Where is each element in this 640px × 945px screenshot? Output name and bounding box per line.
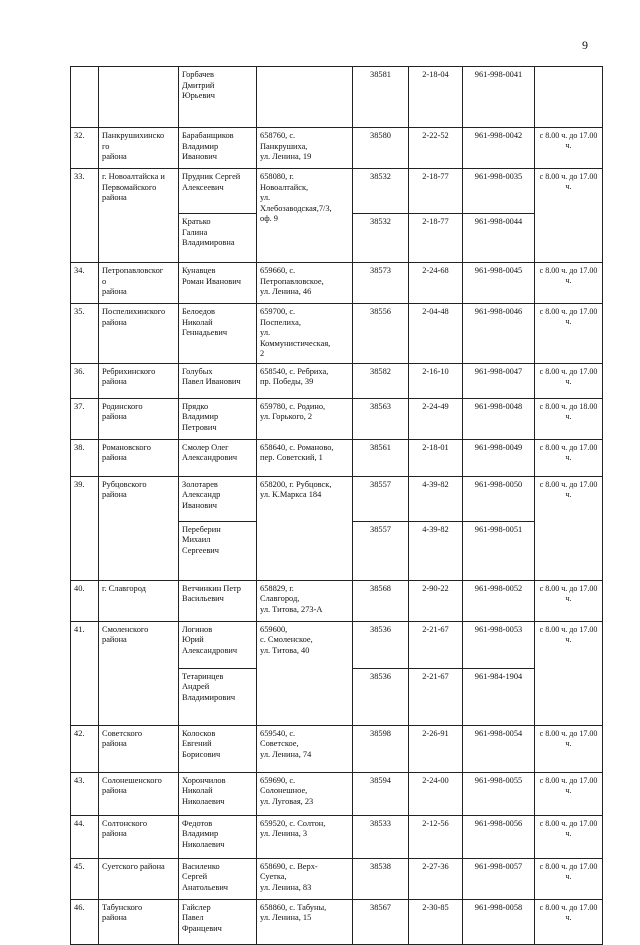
head-name-cell-line: Прядко bbox=[182, 401, 209, 411]
phone-cell: 2-18-77 bbox=[409, 214, 463, 263]
phone-cell: 2-21-67 bbox=[409, 621, 463, 668]
table-row bbox=[71, 363, 603, 398]
head-name-cell-line: Геннадьевич bbox=[182, 328, 228, 337]
district-cell-line: Панкрушихинско bbox=[102, 131, 165, 140]
head-name-cell-line: Сергеевич bbox=[182, 545, 220, 555]
address-cell-line: Солонешное, bbox=[260, 786, 308, 795]
address-cell bbox=[257, 858, 353, 899]
address-cell-line: 659780, с. Родино, bbox=[260, 401, 326, 411]
address-cell bbox=[257, 621, 353, 725]
address-cell-line: 658760, с. bbox=[260, 131, 296, 140]
head-name-cell-line: Смолер Олег bbox=[182, 442, 229, 452]
address-cell-line: 658640, с. Романово, bbox=[260, 442, 334, 452]
address-cell bbox=[257, 580, 353, 621]
district-cell bbox=[99, 621, 179, 725]
phone-cell: 2-24-68 bbox=[409, 263, 463, 304]
head-name-cell bbox=[179, 725, 257, 772]
table-row bbox=[71, 580, 603, 621]
address-cell-line: 658200, г. Рубцовск, bbox=[260, 479, 332, 489]
row-number: 44. bbox=[71, 815, 99, 858]
district-cell-line: о bbox=[102, 276, 107, 286]
area-code-cell: 38580 bbox=[353, 128, 409, 169]
area-code-cell: 38573 bbox=[353, 263, 409, 304]
area-code-cell: 38582 bbox=[353, 363, 409, 398]
address-cell-line: ул. Ленина, 46 bbox=[260, 287, 312, 296]
district-cell-line: Советского bbox=[102, 728, 143, 738]
mobile-cell: 961-998-0056 bbox=[463, 815, 535, 858]
area-code-cell: 38598 bbox=[353, 725, 409, 772]
address-cell bbox=[257, 815, 353, 858]
head-name-cell-line: Алексеевич bbox=[182, 182, 224, 192]
mobile-cell: 961-998-0041 bbox=[463, 67, 535, 128]
head-name-cell-line: Горбачев bbox=[182, 70, 215, 79]
table-row bbox=[71, 128, 603, 169]
address-cell-line: Хлебозаводская,7/3, bbox=[260, 203, 332, 213]
address-cell bbox=[257, 439, 353, 476]
address-cell-line: 658540, с. Ребриха, bbox=[260, 366, 329, 376]
hours-cell: с 8.00 ч. до 18.00 ч. bbox=[535, 398, 603, 439]
head-name-cell bbox=[179, 521, 257, 580]
address-cell-line: оф. 9 bbox=[260, 214, 278, 223]
head-name-cell-line: Хорончилов bbox=[182, 775, 226, 785]
mobile-cell: 961-998-0045 bbox=[463, 263, 535, 304]
mobile-cell: 961-998-0051 bbox=[463, 521, 535, 580]
district-cell-line: района bbox=[102, 317, 127, 327]
head-name-cell-line: Прудник Сергей bbox=[182, 172, 241, 181]
district-cell bbox=[99, 439, 179, 476]
head-name-cell-line: Владимир bbox=[182, 412, 219, 421]
address-cell bbox=[257, 304, 353, 364]
row-number: 45. bbox=[71, 858, 99, 899]
district-cell bbox=[99, 304, 179, 364]
head-name-cell-line: Владимирович bbox=[182, 692, 236, 702]
address-cell bbox=[257, 128, 353, 169]
head-name-cell-line: Сергей bbox=[182, 872, 208, 881]
head-name-cell-line: Николай bbox=[182, 786, 213, 795]
head-name-cell-line: Владимир bbox=[182, 141, 219, 151]
head-name-cell-line: Юрий bbox=[182, 635, 204, 644]
mobile-cell: 961-998-0057 bbox=[463, 858, 535, 899]
address-cell-line: 658860, с. Табуны, bbox=[260, 902, 327, 912]
phone-cell: 4-39-82 bbox=[409, 476, 463, 521]
district-cell-line: Родинского bbox=[102, 401, 143, 411]
phone-cell: 2-04-48 bbox=[409, 304, 463, 364]
head-name-cell-line: Борисович bbox=[182, 749, 221, 759]
address-cell bbox=[257, 398, 353, 439]
district-cell-line: го bbox=[102, 141, 110, 151]
district-cell-line: района bbox=[102, 739, 127, 748]
head-name-cell-line: Николай bbox=[182, 317, 213, 327]
table-row bbox=[71, 263, 603, 304]
hours-cell: с 8.00 ч. до 17.00 ч. bbox=[535, 263, 603, 304]
row-number: 41. bbox=[71, 621, 99, 725]
head-name-cell-line: Золотарев bbox=[182, 479, 218, 489]
table-row bbox=[71, 815, 603, 858]
head-name-cell-line: Кратько bbox=[182, 217, 211, 226]
table-row bbox=[71, 772, 603, 815]
area-code-cell: 38581 bbox=[353, 67, 409, 128]
table-row bbox=[71, 398, 603, 439]
district-cell bbox=[99, 815, 179, 858]
head-name-cell bbox=[179, 67, 257, 128]
address-cell-line: ул. Титова, 40 bbox=[260, 645, 310, 655]
district-cell-line: Поспелихинского bbox=[102, 307, 166, 316]
mobile-cell: 961-998-0049 bbox=[463, 439, 535, 476]
address-cell-line: с. Смоленское, bbox=[260, 635, 313, 644]
address-cell-line: Петропавловское, bbox=[260, 276, 324, 286]
district-cell-line: района bbox=[102, 490, 127, 499]
address-cell bbox=[257, 899, 353, 944]
address-cell-line: 658690, с. Верх- bbox=[260, 861, 318, 871]
area-code-cell: 38536 bbox=[353, 621, 409, 668]
head-name-cell-line: Белоедов bbox=[182, 307, 216, 316]
mobile-cell: 961-998-0046 bbox=[463, 304, 535, 364]
head-name-cell bbox=[179, 815, 257, 858]
phone-cell: 2-27-36 bbox=[409, 858, 463, 899]
head-name-cell-line: Александрович bbox=[182, 645, 238, 655]
address-cell bbox=[257, 263, 353, 304]
address-cell-line: ул. К.Маркса 184 bbox=[260, 490, 322, 499]
mobile-cell: 961-984-1904 bbox=[463, 668, 535, 725]
head-name-cell bbox=[179, 621, 257, 668]
district-cell-line: Первомайского bbox=[102, 182, 157, 192]
mobile-cell: 961-998-0035 bbox=[463, 169, 535, 214]
head-name-cell-line: Николаевич bbox=[182, 796, 225, 806]
address-cell-line: 659700, с. bbox=[260, 307, 296, 316]
head-name-cell-line: Павел bbox=[182, 913, 204, 922]
table-body bbox=[71, 67, 603, 945]
row-number: 32. bbox=[71, 128, 99, 169]
hours-cell: с 8.00 ч. до 17.00 ч. bbox=[535, 725, 603, 772]
phone-cell: 2-24-00 bbox=[409, 772, 463, 815]
district-cell-line: района bbox=[102, 829, 127, 838]
address-cell-line: ул. Ленина, 19 bbox=[260, 152, 312, 161]
address-cell-line: ул. Ленина, 3 bbox=[260, 829, 308, 838]
district-cell-line: Петропавловског bbox=[102, 266, 164, 275]
address-cell-line: 659540, с. bbox=[260, 728, 296, 738]
head-name-cell-line: Францевич bbox=[182, 923, 222, 933]
table-row bbox=[71, 169, 603, 214]
head-name-cell-line: Федотов bbox=[182, 818, 213, 828]
hours-cell: с 8.00 ч. до 17.00 ч. bbox=[535, 899, 603, 944]
district-cell-line: района bbox=[102, 193, 127, 202]
address-cell-line: ул. Ленина, 74 bbox=[260, 749, 312, 759]
row-number: 46. bbox=[71, 899, 99, 944]
address-cell-line: Славгород, bbox=[260, 594, 300, 603]
head-name-cell-line: Кунавцев bbox=[182, 266, 216, 275]
address-cell-line: 659520, с. Солтон, bbox=[260, 818, 326, 828]
head-name-cell-line: Голубых bbox=[182, 366, 213, 376]
mobile-cell: 961-998-0044 bbox=[463, 214, 535, 263]
address-cell-line: пер. Советский, 1 bbox=[260, 453, 323, 462]
head-name-cell-line: Барабанщиков bbox=[182, 131, 234, 140]
head-name-cell-line: Юрьевич bbox=[182, 91, 215, 100]
hours-cell: с 8.00 ч. до 17.00 ч. bbox=[535, 580, 603, 621]
address-cell-line: 659600, bbox=[260, 624, 288, 634]
district-cell bbox=[99, 858, 179, 899]
row-number: 37. bbox=[71, 398, 99, 439]
mobile-cell: 961-998-0042 bbox=[463, 128, 535, 169]
row-number: 40. bbox=[71, 580, 99, 621]
mobile-cell: 961-998-0048 bbox=[463, 398, 535, 439]
area-code-cell: 38538 bbox=[353, 858, 409, 899]
district-cell-line: г. Славгород bbox=[102, 583, 146, 593]
hours-cell bbox=[535, 67, 603, 128]
district-cell bbox=[99, 263, 179, 304]
head-name-cell bbox=[179, 899, 257, 944]
mobile-cell: 961-998-0047 bbox=[463, 363, 535, 398]
area-code-cell: 38556 bbox=[353, 304, 409, 364]
phone-cell: 2-18-77 bbox=[409, 169, 463, 214]
district-cell bbox=[99, 580, 179, 621]
mobile-cell: 961-998-0052 bbox=[463, 580, 535, 621]
area-code-cell: 38536 bbox=[353, 668, 409, 725]
phone-cell: 4-39-82 bbox=[409, 521, 463, 580]
head-name-cell-line: Роман Иванович bbox=[182, 276, 241, 286]
row-number: 34. bbox=[71, 263, 99, 304]
district-cell-line: Табунского bbox=[102, 902, 143, 912]
district-cell bbox=[99, 772, 179, 815]
hours-cell: с 8.00 ч. до 17.00 ч. bbox=[535, 815, 603, 858]
address-cell-line: ул. Ленина, 15 bbox=[260, 913, 312, 922]
area-code-cell: 38557 bbox=[353, 521, 409, 580]
address-cell-line: ул. Горького, 2 bbox=[260, 412, 313, 421]
phone-cell: 2-30-85 bbox=[409, 899, 463, 944]
address-cell-line: Панкрушиха, bbox=[260, 141, 308, 151]
address-cell-line: 658829, г. bbox=[260, 583, 294, 593]
table-row bbox=[71, 858, 603, 899]
hours-cell: с 8.00 ч. до 17.00 ч. bbox=[535, 439, 603, 476]
hours-cell: с 8.00 ч. до 17.00 ч. bbox=[535, 621, 603, 725]
address-cell bbox=[257, 169, 353, 263]
head-name-cell-line: Анатольевич bbox=[182, 882, 229, 892]
district-cell-line: Суетского района bbox=[102, 861, 165, 871]
head-name-cell bbox=[179, 169, 257, 214]
head-name-cell-line: Петрович bbox=[182, 422, 217, 432]
hours-cell: с 8.00 ч. до 17.00 ч. bbox=[535, 772, 603, 815]
district-cell bbox=[99, 899, 179, 944]
address-cell-line: ул. bbox=[260, 328, 271, 337]
address-cell-line: ул. bbox=[260, 193, 271, 202]
address-cell-line: 658080, г. bbox=[260, 172, 294, 181]
area-code-cell: 38563 bbox=[353, 398, 409, 439]
district-cell bbox=[99, 169, 179, 263]
head-name-cell-line: Александрович bbox=[182, 453, 238, 462]
address-cell-line: Суетка, bbox=[260, 872, 287, 881]
head-name-cell bbox=[179, 476, 257, 521]
head-name-cell bbox=[179, 363, 257, 398]
contacts-table bbox=[70, 66, 603, 945]
address-cell bbox=[257, 772, 353, 815]
mobile-cell: 961-998-0055 bbox=[463, 772, 535, 815]
address-cell-line: ул. Луговая, 23 bbox=[260, 796, 314, 806]
table-row bbox=[71, 67, 603, 128]
address-cell-line: ул. Ленина, 83 bbox=[260, 882, 312, 892]
mobile-cell: 961-998-0054 bbox=[463, 725, 535, 772]
district-cell-line: Смоленского bbox=[102, 624, 149, 634]
district-cell-line: района bbox=[102, 913, 127, 922]
hours-cell: с 8.00 ч. до 17.00 ч. bbox=[535, 128, 603, 169]
head-name-cell-line: Николаевич bbox=[182, 839, 225, 849]
head-name-cell bbox=[179, 580, 257, 621]
head-name-cell-line: Галина bbox=[182, 227, 208, 237]
area-code-cell: 38557 bbox=[353, 476, 409, 521]
phone-cell: 2-18-04 bbox=[409, 67, 463, 128]
district-cell bbox=[99, 128, 179, 169]
head-name-cell bbox=[179, 304, 257, 364]
row-number: 38. bbox=[71, 439, 99, 476]
head-name-cell-line: Тетаринцев bbox=[182, 671, 224, 681]
phone-cell: 2-24-49 bbox=[409, 398, 463, 439]
head-name-cell bbox=[179, 668, 257, 725]
address-cell bbox=[257, 67, 353, 128]
head-name-cell-line: Васильевич bbox=[182, 594, 224, 603]
address-cell-line: ул. Титова, 273-А bbox=[260, 604, 323, 614]
phone-cell: 2-21-67 bbox=[409, 668, 463, 725]
table-row bbox=[71, 439, 603, 476]
head-name-cell-line: Ветчинкин Петр bbox=[182, 583, 241, 593]
district-cell-line: Романовского bbox=[102, 442, 151, 452]
phone-cell: 2-18-01 bbox=[409, 439, 463, 476]
head-name-cell-line: Гайслер bbox=[182, 902, 211, 912]
area-code-cell: 38533 bbox=[353, 815, 409, 858]
area-code-cell: 38561 bbox=[353, 439, 409, 476]
head-name-cell bbox=[179, 398, 257, 439]
head-name-cell-line: Василенко bbox=[182, 861, 220, 871]
address-cell-line: 2 bbox=[260, 349, 265, 358]
address-cell bbox=[257, 476, 353, 580]
address-cell-line: Коммунистическая, bbox=[260, 338, 331, 348]
head-name-cell-line: Колосков bbox=[182, 728, 216, 738]
row-number: 35. bbox=[71, 304, 99, 364]
phone-cell: 2-22-52 bbox=[409, 128, 463, 169]
row-number: 43. bbox=[71, 772, 99, 815]
table-row bbox=[71, 725, 603, 772]
district-cell bbox=[99, 725, 179, 772]
address-cell-line: Новоалтайск, bbox=[260, 182, 309, 192]
district-cell-line: района bbox=[102, 453, 127, 462]
area-code-cell: 38568 bbox=[353, 580, 409, 621]
row-number bbox=[71, 67, 99, 128]
head-name-cell bbox=[179, 439, 257, 476]
row-number: 39. bbox=[71, 476, 99, 580]
district-cell-line: района bbox=[102, 786, 127, 795]
hours-cell: с 8.00 ч. до 17.00 ч. bbox=[535, 476, 603, 580]
address-cell-line: Поспелиха, bbox=[260, 317, 301, 327]
phone-cell: 2-12-56 bbox=[409, 815, 463, 858]
table-row bbox=[71, 304, 603, 364]
phone-cell: 2-16-10 bbox=[409, 363, 463, 398]
table-row bbox=[71, 621, 603, 668]
area-code-cell: 38594 bbox=[353, 772, 409, 815]
head-name-cell bbox=[179, 128, 257, 169]
address-cell bbox=[257, 725, 353, 772]
area-code-cell: 38532 bbox=[353, 169, 409, 214]
district-cell-line: Солонешенского bbox=[102, 775, 162, 785]
district-cell-line: района bbox=[102, 412, 127, 421]
district-cell bbox=[99, 67, 179, 128]
head-name-cell-line: Евгений bbox=[182, 739, 212, 748]
head-name-cell bbox=[179, 772, 257, 815]
district-cell-line: района bbox=[102, 152, 127, 161]
district-cell bbox=[99, 476, 179, 580]
phone-cell: 2-26-91 bbox=[409, 725, 463, 772]
page-number: 9 bbox=[582, 38, 588, 52]
district-cell-line: Ребрихинского bbox=[102, 366, 156, 376]
head-name-cell-line: Владимир bbox=[182, 829, 219, 838]
district-cell bbox=[99, 363, 179, 398]
head-name-cell-line: Иванович bbox=[182, 152, 217, 161]
district-cell-line: района bbox=[102, 377, 127, 386]
head-name-cell-line: Михаил bbox=[182, 535, 211, 544]
district-cell-line: района bbox=[102, 635, 127, 644]
district-cell-line: района bbox=[102, 287, 127, 296]
head-name-cell bbox=[179, 214, 257, 263]
district-cell-line: Рубцовского bbox=[102, 479, 147, 489]
district-cell-line: Солтонского bbox=[102, 818, 148, 828]
head-name-cell-line: Дмитрий bbox=[182, 80, 215, 90]
area-code-cell: 38567 bbox=[353, 899, 409, 944]
address-cell-line: 659660, с. bbox=[260, 266, 296, 275]
table-row bbox=[71, 899, 603, 944]
head-name-cell bbox=[179, 858, 257, 899]
head-name-cell-line: Владимировна bbox=[182, 238, 235, 247]
mobile-cell: 961-998-0053 bbox=[463, 621, 535, 668]
table-row bbox=[71, 476, 603, 521]
address-cell-line: 659690, с. bbox=[260, 775, 296, 785]
district-cell-line: г. Новоалтайска и bbox=[102, 172, 165, 181]
row-number: 42. bbox=[71, 725, 99, 772]
head-name-cell-line: Павел Иванович bbox=[182, 377, 241, 386]
hours-cell: с 8.00 ч. до 17.00 ч. bbox=[535, 304, 603, 364]
hours-cell: с 8.00 ч. до 17.00 ч. bbox=[535, 169, 603, 263]
head-name-cell-line: Иванович bbox=[182, 500, 217, 510]
row-number: 36. bbox=[71, 363, 99, 398]
mobile-cell: 961-998-0058 bbox=[463, 899, 535, 944]
head-name-cell-line: Переберин bbox=[182, 524, 221, 534]
phone-cell: 2-90-22 bbox=[409, 580, 463, 621]
head-name-cell bbox=[179, 263, 257, 304]
hours-cell: с 8.00 ч. до 17.00 ч. bbox=[535, 858, 603, 899]
head-name-cell-line: Андрей bbox=[182, 682, 210, 691]
address-cell-line: Советское, bbox=[260, 739, 299, 748]
area-code-cell: 38532 bbox=[353, 214, 409, 263]
mobile-cell: 961-998-0050 bbox=[463, 476, 535, 521]
row-number: 33. bbox=[71, 169, 99, 263]
head-name-cell-line: Логинов bbox=[182, 624, 213, 634]
address-cell bbox=[257, 363, 353, 398]
head-name-cell-line: Александр bbox=[182, 490, 221, 499]
district-cell bbox=[99, 398, 179, 439]
hours-cell: с 8.00 ч. до 17.00 ч. bbox=[535, 363, 603, 398]
address-cell-line: пр. Победы, 39 bbox=[260, 377, 314, 386]
